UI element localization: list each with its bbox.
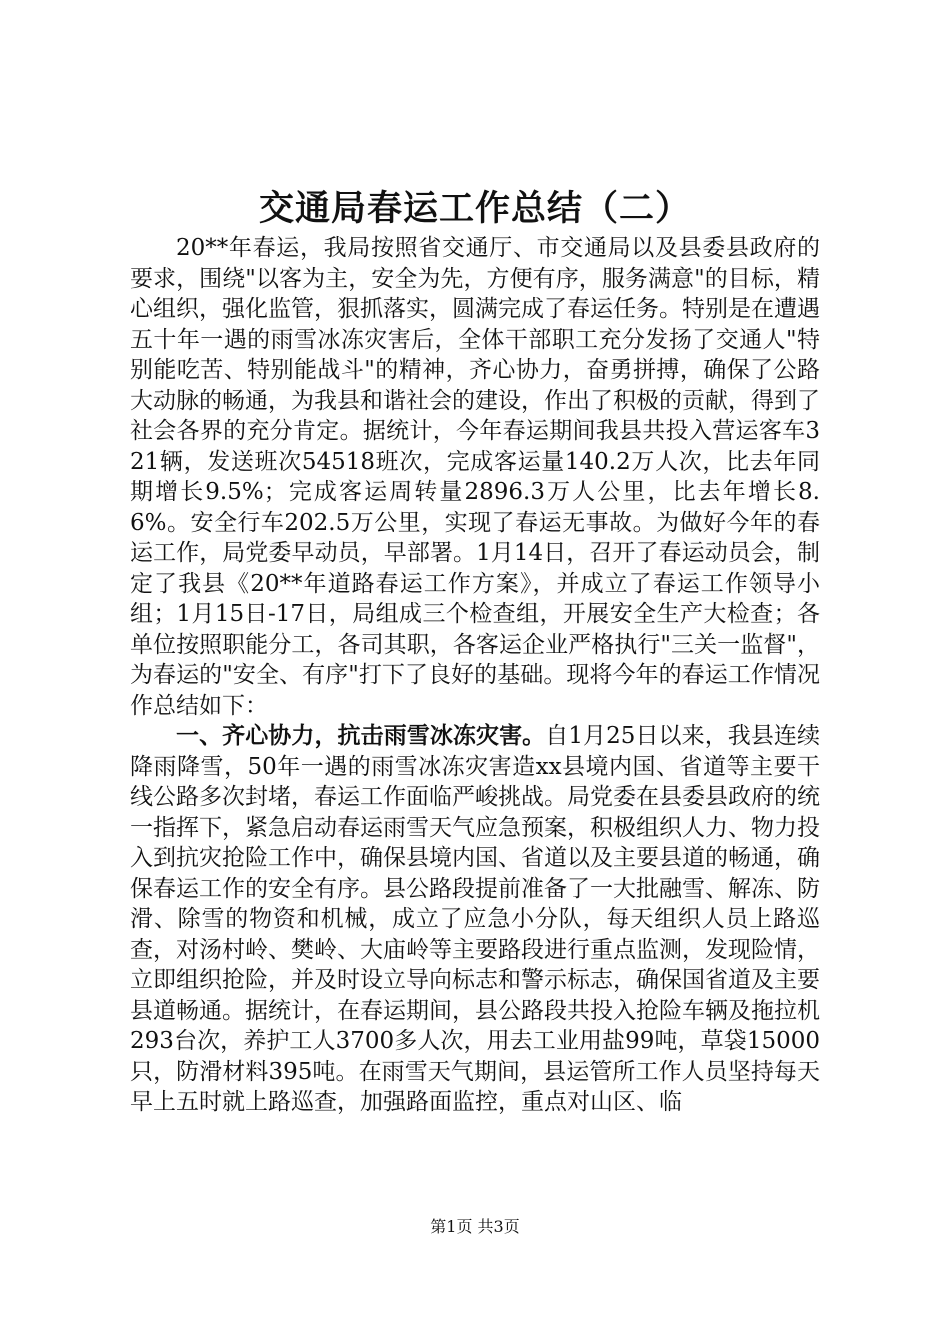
section-1-paragraph <box>130 721 820 1118</box>
intro-paragraph: 20**年春运，我局按照省交通厅、市交通局以及县委县政府的要求，围绕"以客为主，安全为先，方便有序，服务满意"的目标，精心组织，强化监管，狠抓落实，圆满完成了春运任务。特别是在遭遇五十年一遇的雨雪冰冻灾害后，全体干部职工充分发扬了交通人"特别能吃苦、特别能战斗"的精神，齐心协力，奋勇拼搏，确保了公路大动脉的畅通，为我县和谐社会的建设，作出了积极的贡献，得到了社会各界的充分肯定。据统计，今年春运期间我县共投入营运客车321辆，发送班次54518班次，完成客运量140.2万人次，比去年同期增长9.5%；完成客运周转量2896.3万人公里，比去年增长8.6%。安全行车202.5万公里，实现了春运无事故。为做好今年的春运工作，局党委早动员，早部署。1月14日，召开了春运动员会，制定了我县《20**年道路春运工作方案》，并成立了春运工作领导小组；1月15日-17日，局组成三个检查组，开展安全生产大检查；各单位按照职能分工，各司其职，各客运企业严格执行"三关一监督"，为春运的"安全、有序"打下了良好的基础。现将今年的春运工作情况作总结如下： <box>130 235 820 719</box>
page-footer: 第1页 共3页 <box>430 1217 520 1236</box>
document-title: 交通局春运工作总结（二） <box>258 189 691 229</box>
section-1-text: 自1月25日以来，我县连续降雨降雪，50年一遇的雨雪冰冻灾害造xx县境内国、省道等主要干线公路多次封堵，春运工作面临严峻挑战。局党委在县委县政府的统一指挥下，紧急启动春运雨雪天气应急预案，积极组织人力、物力投入到抗灾抢险工作中，确保县境内国、省道以及主要县道的畅通，确保春运工作的安全有序。县公路段提前准备了一大批融雪、解冻、防滑、除雪的物资和机械，成立了应急小分队，每天组织人员上路巡查，对汤村岭、樊岭、大庙岭等主要路段进行重点监测，发现险情，立即组织抢险，并及时设立导向标志和警示标志，确保国省道及主要县道畅通。据统计，在春运期间，县公路段共投入抢险车辆及拖拉机293台次，养护工人3700多人次，用去工业用盐99吨，草袋15000只，防滑材料395吨。在雨雪天气期间，县运管所工作人员坚持每天早上五时就上路巡查，加强路面监控，重点对山区、临 <box>130 723 821 1115</box>
document-body <box>130 233 820 1118</box>
section-1-heading: 一、齐心协力，抗击雨雪冰冻灾害。 <box>176 723 546 749</box>
